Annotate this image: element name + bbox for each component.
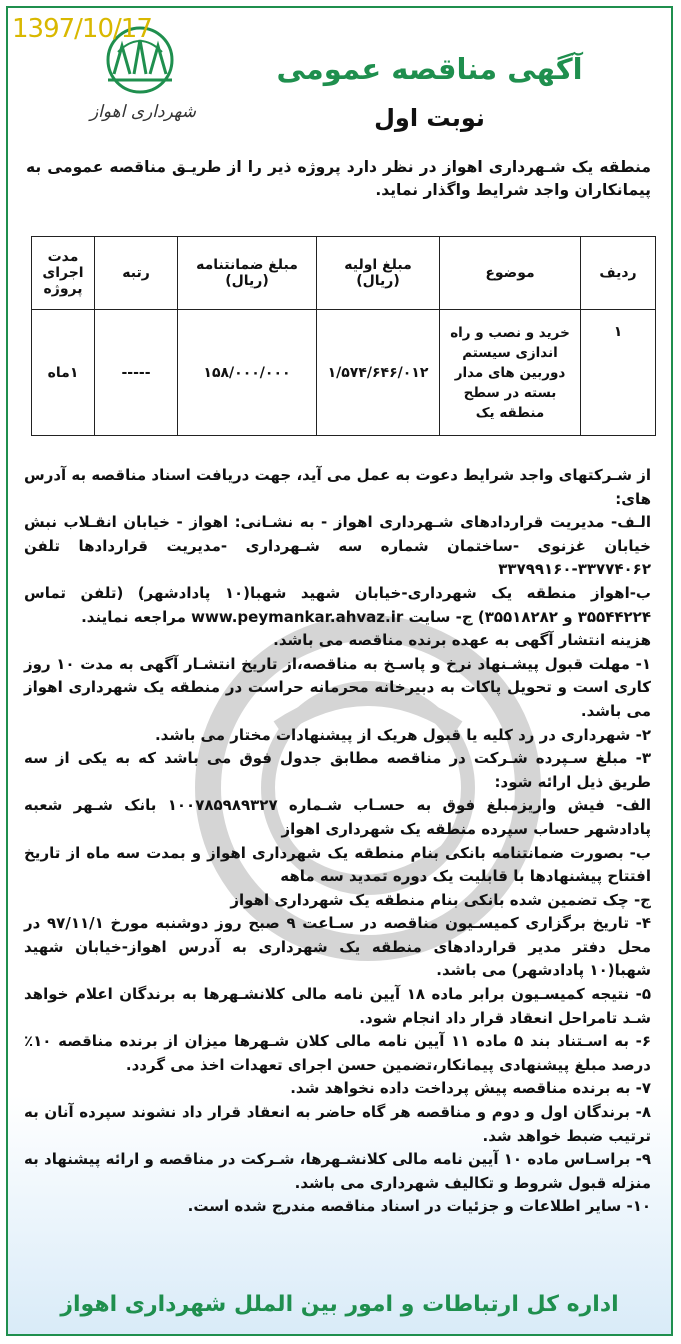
header-initial-amount: مبلغ اولیه (ریال) <box>317 237 440 310</box>
page-subtitle: نوبت اول <box>374 104 485 132</box>
clause-9: ۹- براسـاس ماده ۱۰ آیین نامه مالی کلانشـهرها، شـرکت در مناقصه و ارائه پیشنهاد به منزله قبول شروط و تکالیف شهرداری می باشد. <box>24 1150 651 1192</box>
intro-paragraph: منطقه یک شـهرداری اهواز در نظر دارد پروژه ذیر را از طریـق مناقصه عمومی به پیمانکاران واجد شرایط واگذار نماید. <box>26 158 651 199</box>
table-header-row <box>32 237 656 310</box>
clause-8: ۸- برندگان اول و دوم و مناقصه هر گاه حاضر به انعقاد قرار داد نشوند سپرده آنان به ترتیب ضبط خواهد شد. <box>24 1103 651 1145</box>
clause-3: ۳- مبلغ سـپرده شـرکت در مناقصه مطابق جدول فوق می باشد که به یکی از سه طریق ذیل ارائه شود: <box>24 749 651 791</box>
cell-initial-amount: ۱/۵۷۴/۶۴۶/۰۱۲ <box>317 310 440 436</box>
logo-caption: شهرداری اهواز <box>89 102 197 122</box>
paragraph-address-a: الـف- مدیریت قراردادهای شـهرداری اهواز - به نشـانی: اهواز - خیابان انقـلاب نبش خیابان غزنوی -ساختمان شماره سه شـهرداری -مدیریت قراردادها تلفن ۳۳۷۷۴۰۶۲-۳۳۷۹۹۱۶۰ <box>24 513 651 579</box>
header-guarantee: مبلغ ضمانتنامه (ریال) <box>178 237 317 310</box>
clause-1: ۱- مهلت قبول پیشـنهاد نرخ و پاسـخ به مناقصه،از تاریخ انتشـار آگهی به مدت ۱۰ روز کاری است و تحویل پاکات به دبیرخانه محرمانه حراست در منطقه یک شهرداری اهواز می باشد. <box>24 654 651 720</box>
table-row <box>32 310 656 436</box>
clause-4: ۴- تاریخ برگزاری کمیسـیون مناقصه در سـاعت ۹ صبح روز دوشنبه مورخ ۹۷/۱۱/۱ در محل دفتر مدیر قراردادهای منطقه یک شهرداری به آدرس اهواز-خیابان شهید شهبا(۱۰ پادادشهر) می باشد. <box>24 914 652 980</box>
header-rank: رتبه <box>95 237 178 310</box>
footer-issuer: اداره کل ارتباطات و امور بین الملل شهرداری اهواز <box>60 1292 619 1317</box>
clause-5: ۵- نتیجه کمیسـیون برابر ماده ۱۸ آیین نامه مالی کلانشـهرها به برندگان اعلام خواهد شـد تامراحل انعقاد قرار داد انجام شود. <box>24 985 651 1027</box>
clause-3-b: ب- بصورت ضمانتنامه بانکی بنام منطقه یک شهرداری اهواز و بمدت سه ماه از تاریخ افتتاح پیشنهادها با قابلیت یک دوره تمدید سه ماهه <box>24 843 651 886</box>
clause-2: ۲- شهرداری در رد کلیه یا قبول هریک از پیشنهادات مختار می باشد. <box>154 725 651 744</box>
cell-subject: خرید و نصب و راه اندازی سیستم دوربین های مدار بسته در سطح منطقه یک <box>440 310 581 436</box>
clause-3-c: ج- چک تضمین شده بانکی بنام منطقه یک شهرداری اهواز <box>230 890 651 909</box>
header-subject: موضوع <box>440 237 581 310</box>
cell-duration: ۱ماه <box>32 310 95 436</box>
page-title: آگهی مناقصه عمومی <box>276 52 583 86</box>
paragraph-invitation: از شـرکتهای واجد شرایط دعوت به عمل می آید، جهت دریافت اسناد مناقصه به آدرس های: <box>24 466 651 508</box>
cell-guarantee: ۱۵۸/۰۰۰/۰۰۰ <box>178 310 317 436</box>
conditions-text <box>24 464 651 1219</box>
date-stamp: 1397/10/17 <box>12 14 152 44</box>
header-duration: مدت اجرای پروژه <box>32 237 95 310</box>
clause-3-a: الف- فیش واریزمبلغ فوق به حسـاب شـماره ۱۰۰۷۸۵۹۸۹۳۲۷ بانک شـهر شعبه پادادشهر حساب سپرده منطقه یک شهرداری اهواز <box>24 796 651 838</box>
cell-row-number: ۱ <box>581 310 656 436</box>
clause-6: ۶- به اسـتناد بند ۵ ماده ۱۱ آیین نامه مالی کلان شـهرها میزان از برنده مناقصه ۱۰٪ درصد مبلغ پیشنهادی پیمانکار،تضمین حسن اجرای تعهدات اخذ می گردد. <box>24 1032 651 1074</box>
clause-7: ۷- به برنده مناقصه پیش پرداخت داده نخواهد شد. <box>290 1079 651 1098</box>
paragraph-publication-cost: هزینه انتشار آگهی به عهده برنده مناقصه می باشد. <box>273 631 651 650</box>
tender-table <box>31 236 656 436</box>
notice-frame <box>6 6 673 1336</box>
clause-10: ۱۰- سایر اطلاعات و جزئیات در اسناد مناقصه مندرج شده است. <box>187 1197 651 1216</box>
paragraph-address-b: ب-اهواز منطقه یک شهرداری-خیابان شهید شهبا(۱۰ پادادشهر) (تلفن تماس ۳۵۵۴۴۲۲۴ و ۳۵۵۱۸۲۸۲) ج- سایت www.peymankar.ahvaz.ir مراجعه نمایند. <box>24 583 652 626</box>
header-row-number: ردیف <box>581 237 656 310</box>
cell-rank: ----- <box>95 310 178 436</box>
